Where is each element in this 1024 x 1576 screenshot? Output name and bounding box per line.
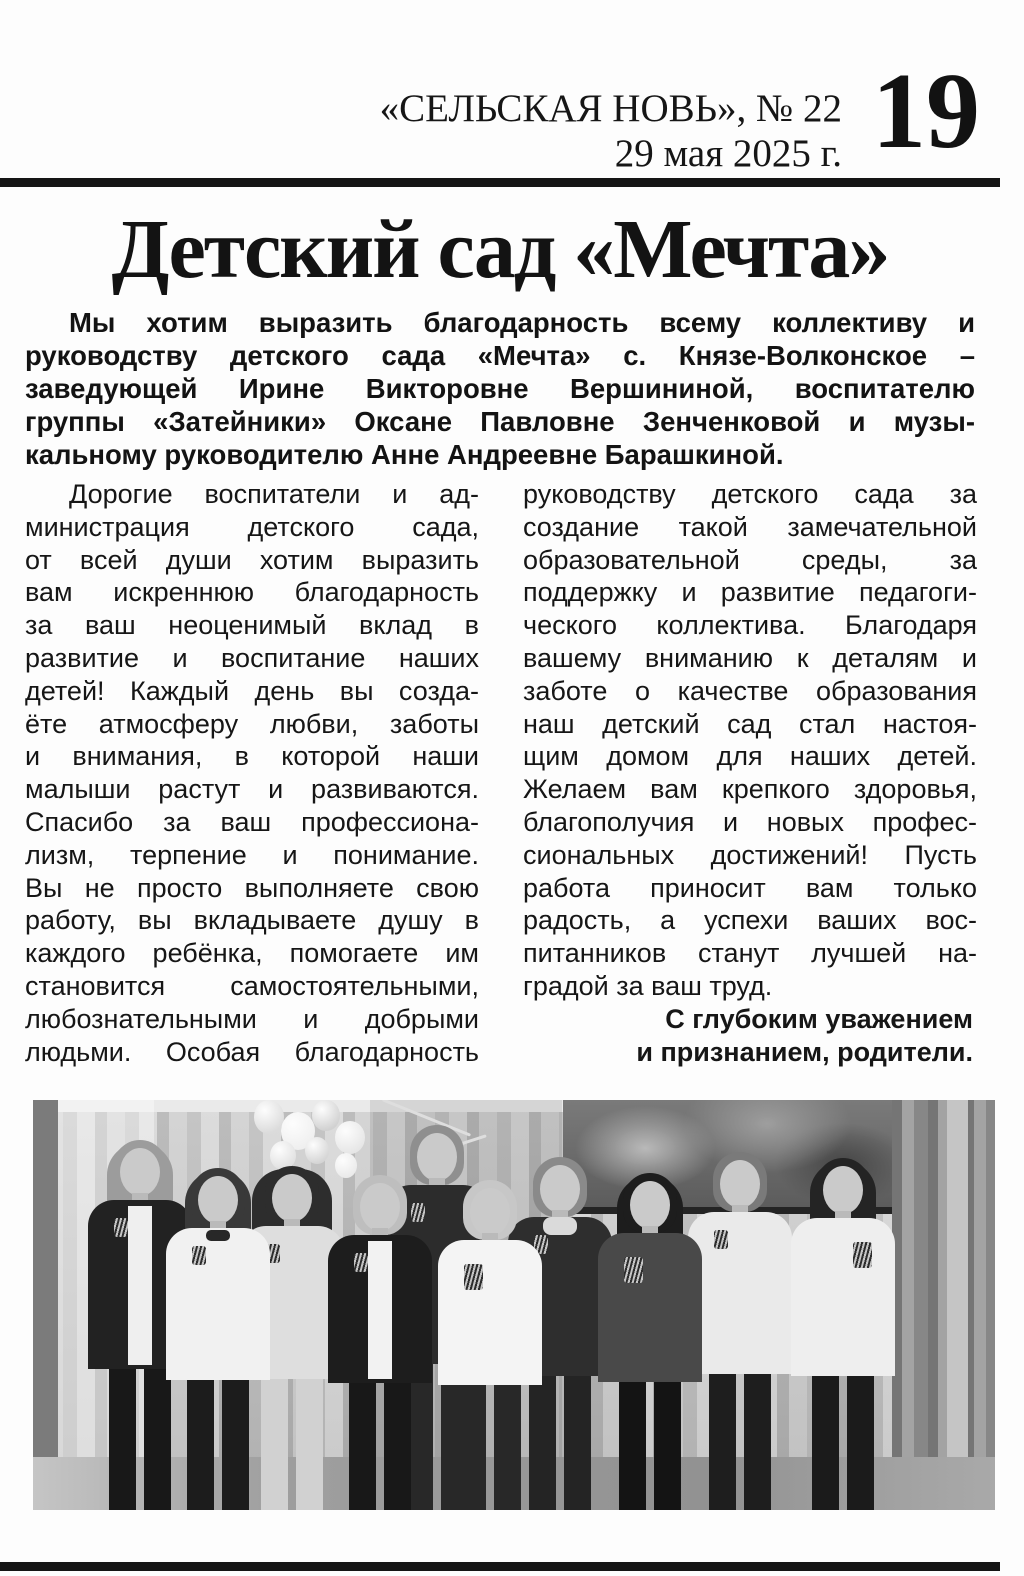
signature-line-2: и признанием, родители. — [636, 1036, 973, 1067]
text-line: детей! Каждый день вы созда- — [25, 675, 479, 706]
text-line: Дорогие воспитатели и ад- — [69, 479, 479, 509]
article-column-right — [523, 478, 977, 1068]
text-line: радость, а успехи ваших вос- — [523, 905, 977, 936]
article-title: Детский сад «Мечта» — [111, 203, 889, 296]
person-face — [540, 1165, 580, 1213]
person-face — [630, 1181, 670, 1229]
text-line: любознательными и добрыми — [25, 1003, 479, 1034]
person-inner-shirt — [128, 1206, 152, 1365]
text-line: питанников станут лучшей на- — [523, 938, 977, 969]
person-torso — [598, 1233, 702, 1382]
georgian-ribbon — [714, 1230, 728, 1249]
text-line: людьми. Особая благодарность — [25, 1036, 479, 1067]
georgian-ribbon — [853, 1242, 872, 1268]
person-torso — [438, 1240, 542, 1385]
georgian-ribbon — [464, 1264, 483, 1290]
text-line: образовательной среды, за — [523, 544, 977, 575]
person-torso — [166, 1228, 270, 1380]
person-leg — [187, 1380, 214, 1510]
text-line: благополучия и новых профес- — [523, 806, 977, 837]
text-line: от всей души хотим выразить — [25, 544, 479, 575]
georgian-ribbon — [114, 1218, 128, 1237]
text-line: малыши растут и развиваются. — [25, 774, 479, 805]
masthead-date: 29 мая 2025 г. — [614, 132, 842, 175]
article-columns — [25, 478, 977, 1068]
header-rule — [0, 178, 1000, 187]
person — [688, 1152, 792, 1510]
georgian-ribbon — [192, 1246, 206, 1265]
person-neck-bow — [206, 1230, 230, 1241]
person-leg — [812, 1376, 839, 1510]
text-line: Желаем вам крепкого здоровья, — [523, 774, 977, 805]
person — [166, 1168, 270, 1510]
person-leg — [296, 1379, 323, 1510]
person-face — [198, 1176, 238, 1224]
person-inner-shirt — [368, 1241, 392, 1379]
text-line: развитие и воспитание наших — [25, 642, 479, 673]
person — [438, 1180, 542, 1510]
person-leg — [619, 1382, 646, 1510]
text-line: и внимания, в которой наши — [25, 741, 479, 772]
person-face — [823, 1166, 863, 1214]
text-line: наш детский сад стал настоя- — [523, 708, 977, 739]
person — [791, 1158, 895, 1510]
text-line: лизм, терпение и понимание. — [25, 839, 479, 870]
text-line: Спасибо за ваш профессиона- — [25, 806, 479, 837]
text-line: работу, вы вкладываете душу в — [25, 905, 479, 936]
text-line: сиональных достижений! Пусть — [523, 839, 977, 870]
person-leg — [744, 1374, 771, 1510]
georgian-ribbon — [624, 1257, 643, 1283]
text-line: заботе о качестве образования — [523, 675, 977, 706]
page-number: 19 — [872, 52, 980, 171]
signature-line-1: С глубоким уважением — [665, 1003, 973, 1034]
text-line: группы «Затейники» Оксане Павловне Зенченковой и музы- — [25, 406, 975, 437]
person-face — [470, 1188, 510, 1236]
person-leg — [709, 1374, 736, 1510]
person-torso — [688, 1212, 792, 1374]
person-lace-collar — [543, 1217, 577, 1235]
text-line: ческого коллектива. Благодаря — [523, 610, 977, 641]
text-line: вашему вниманию к деталям и — [523, 642, 977, 673]
article-column-left — [25, 478, 479, 1068]
masthead-title-issue: «СЕЛЬСКАЯ НОВЬ», № 22 — [379, 87, 842, 130]
text-line: градой за ваш труд. — [523, 970, 773, 1001]
article-column-right-text — [523, 478, 977, 1003]
person — [598, 1173, 702, 1510]
text-line: каждого ребёнка, помогаете им — [25, 938, 479, 969]
text-line: за ваш неоценимый вклад в — [25, 610, 479, 641]
text-line: министрация детского сада, — [25, 511, 479, 542]
person-leg — [222, 1380, 249, 1510]
person-face — [120, 1148, 160, 1196]
text-line: заведующей Ирине Викторовне Вершининой, воспитателю — [25, 373, 975, 404]
text-line: Вы не просто выполняете свою — [25, 872, 479, 903]
person-leg — [564, 1376, 591, 1510]
person — [328, 1175, 432, 1510]
footer-rule — [0, 1562, 1000, 1571]
group-of-staff — [33, 1100, 995, 1510]
staff-photo — [33, 1100, 995, 1510]
person-leg — [459, 1385, 486, 1510]
masthead — [380, 86, 842, 176]
text-line: кальному руководителю Анне Андреевне Барашкиной. — [25, 439, 784, 470]
person-face — [417, 1133, 457, 1181]
text-line: ёте атмосферу любви, заботы — [25, 708, 479, 739]
person-torso — [791, 1218, 895, 1376]
georgian-ribbon — [354, 1253, 368, 1272]
text-line: становится самостоятельными, — [25, 970, 479, 1001]
text-line: Мы хотим выразить благодарность всему коллективу и — [69, 307, 975, 338]
person-face — [272, 1174, 312, 1222]
person-leg — [384, 1383, 411, 1510]
text-line: вам искреннюю благодарность — [25, 577, 479, 608]
person-face — [720, 1160, 760, 1208]
person-leg — [847, 1376, 874, 1510]
text-line: работа приносит вам только — [523, 872, 977, 903]
text-line: поддержку и развитие педагоги- — [523, 577, 977, 608]
text-line: щим домом для наших детей. — [523, 741, 977, 772]
person-leg — [109, 1369, 136, 1510]
person-leg — [494, 1385, 521, 1510]
text-line: руководству детского сада за — [523, 479, 977, 509]
article-lead — [25, 306, 975, 471]
person-leg — [654, 1382, 681, 1510]
person-leg — [349, 1383, 376, 1510]
text-line: руководству детского сада «Мечта» с. Князе-Волконское – — [25, 340, 975, 371]
text-line: создание такой замечательной — [523, 511, 977, 542]
